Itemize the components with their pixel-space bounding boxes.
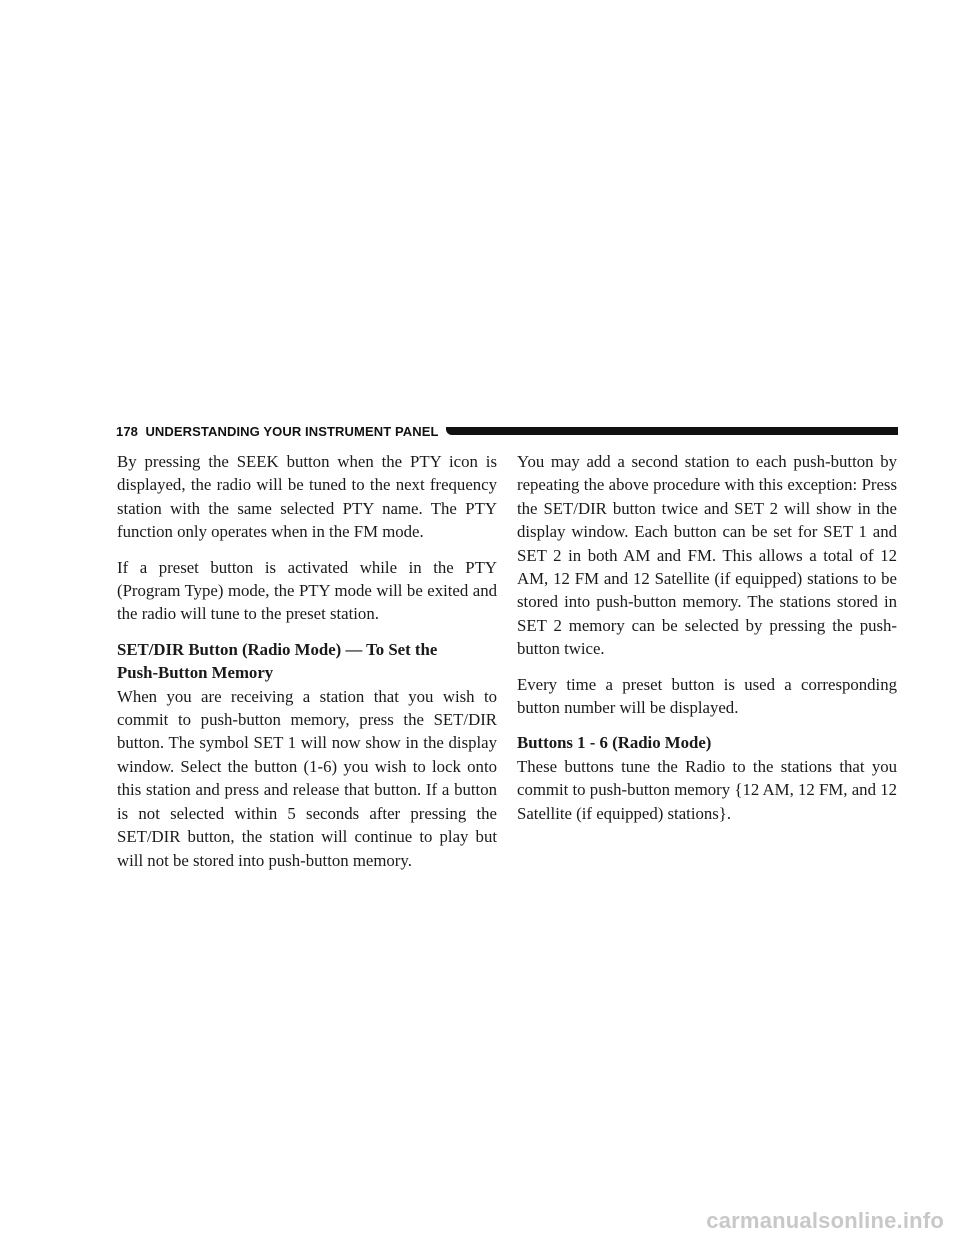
left-paragraph-1: By pressing the SEEK button when the PTY icon is displayed, the radio will be tuned to the next frequency station with the same selected PTY name. The PTY function only operates when in the FM mode. xyxy=(117,452,497,542)
heading-set-dir-button xyxy=(117,638,497,685)
header-rule xyxy=(446,427,898,435)
right-paragraph-3: These buttons tune the Radio to the stations that you commit to push-button memory {12 AM, 12 FM, and 12 Satellite (if equipped) stations}. xyxy=(517,756,897,823)
heading-set-dir-line-1: SET/DIR Button (Radio Mode) — To Set the xyxy=(117,639,438,659)
left-paragraph-3: When you are receiving a station that you wish to commit to push-button memory, press the SET/DIR button. The symbol SET 1 will now show in the display window. Select the button (1-6) you wish to lock onto this station and press and release that button. If a button is not selected within 5 seconds after pressing the SET/DIR button, the station will continue to play but will not be stored into push-button memory. xyxy=(117,686,497,870)
page-number: 178 xyxy=(116,423,138,439)
section-title: UNDERSTANDING YOUR INSTRUMENT PANEL xyxy=(145,423,439,439)
heading-set-dir-line-2: Push-Button Memory xyxy=(117,663,274,683)
watermark: carmanualsonline.info xyxy=(706,1208,944,1233)
left-column xyxy=(117,450,497,884)
page-header-text xyxy=(116,424,439,439)
heading-buttons-1-6: Buttons 1 - 6 (Radio Mode) xyxy=(517,733,712,753)
right-paragraph-2: Every time a preset button is used a corresponding button number will be displayed. xyxy=(517,674,897,718)
left-paragraph-2: If a preset button is activated while in the PTY (Program Type) mode, the PTY mode will be exited and the radio will tune to the preset station. xyxy=(117,557,497,624)
page-header xyxy=(116,421,898,441)
right-paragraph-1: You may add a second station to each push-button by repeating the above procedure with this exception: Press the SET/DIR button twice and SET 2 will show in the display window. Each button can be set for SET 1 and SET 2 in both AM and FM. This allows a total of 12 AM, 12 FM and 12 Satellite (if equipped) stations to be stored into push-button memory. The stations stored in SET 2 memory can be selected by pressing the push-button twice. xyxy=(517,452,897,659)
right-column xyxy=(517,450,897,837)
